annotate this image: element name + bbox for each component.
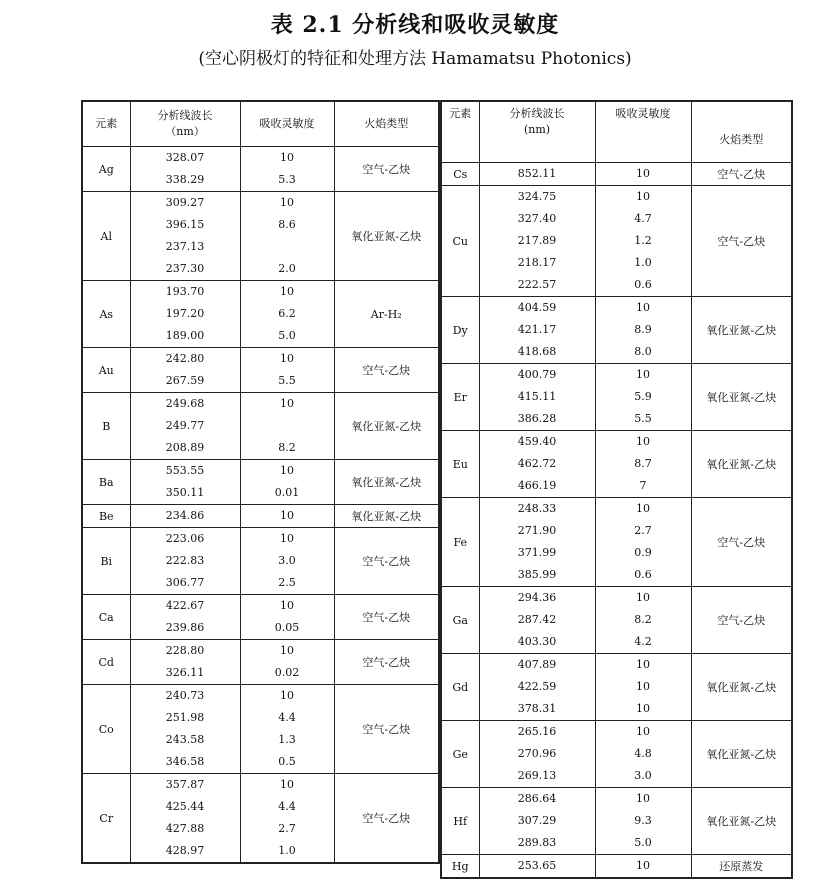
sensitivity-cell <box>240 505 334 528</box>
wavelength-value: 462.72 <box>517 457 557 470</box>
sensitivity-cell <box>240 685 334 774</box>
sensitivity-value: 8.2 <box>278 441 296 454</box>
sensitivity-cell <box>595 498 691 587</box>
sensitivity-value: 0.05 <box>274 621 300 634</box>
wavelength-value: 265.16 <box>517 725 557 738</box>
right-table <box>440 100 793 879</box>
wavelength-value: 271.90 <box>517 524 557 537</box>
wavelength-value: 234.86 <box>165 509 205 522</box>
sensitivity-value: 10 <box>636 658 650 671</box>
wavelength-value: 385.99 <box>517 568 557 581</box>
sensitivity-cell <box>240 192 334 281</box>
wavelength-cell <box>479 788 595 855</box>
flame-type: Ar-H₂ <box>334 281 439 348</box>
element-symbol: Au <box>82 348 130 393</box>
sensitivity-value: 10 <box>280 644 294 657</box>
sensitivity-value: 0.6 <box>634 278 652 291</box>
element-group-row <box>82 640 439 685</box>
wavelength-value: 249.68 <box>165 397 205 410</box>
flame-type: 氧化亚氮-乙炔 <box>334 460 439 505</box>
sensitivity-value: 10 <box>636 680 650 693</box>
wavelength-value: 289.83 <box>517 836 557 849</box>
wavelength-value: 328.07 <box>165 151 205 164</box>
element-symbol: Gd <box>441 654 479 721</box>
sensitivity-value: 10 <box>280 151 294 164</box>
wavelength-cell <box>479 721 595 788</box>
header-flame: 火焰类型 <box>691 101 792 163</box>
sensitivity-value: 5.3 <box>278 173 296 186</box>
wavelength-cell <box>479 431 595 498</box>
sensitivity-value: 9.3 <box>634 814 652 827</box>
flame-type: 氧化亚氮-乙炔 <box>334 393 439 460</box>
wavelength-value: 294.36 <box>517 591 557 604</box>
wavelength-value: 400.79 <box>517 368 557 381</box>
flame-type: 空气-乙炔 <box>334 528 439 595</box>
wavelength-value: 396.15 <box>165 218 205 231</box>
sensitivity-value: 10 <box>280 509 294 522</box>
flame-type: 空气-乙炔 <box>691 163 792 186</box>
wavelength-cell <box>130 640 240 685</box>
flame-type: 氧化亚氮-乙炔 <box>691 431 792 498</box>
sensitivity-value: 10 <box>280 599 294 612</box>
element-group-row <box>441 721 792 788</box>
element-group-row <box>82 685 439 774</box>
sensitivity-cell <box>595 431 691 498</box>
sensitivity-value: 10 <box>636 435 650 448</box>
wavelength-cell <box>130 460 240 505</box>
sensitivity-cell <box>595 186 691 297</box>
element-symbol: Eu <box>441 431 479 498</box>
wavelength-cell <box>130 505 240 528</box>
sensitivity-value: 8.0 <box>634 345 652 358</box>
flame-type: 空气-乙炔 <box>691 587 792 654</box>
header-element: 元素 <box>82 101 130 147</box>
wavelength-value: 338.29 <box>165 173 205 186</box>
element-symbol: Fe <box>441 498 479 587</box>
wavelength-value: 217.89 <box>517 234 557 247</box>
header-element: 元素 <box>441 101 479 163</box>
wavelength-value: 242.80 <box>165 352 205 365</box>
sensitivity-value: 10 <box>636 591 650 604</box>
flame-type: 空气-乙炔 <box>334 348 439 393</box>
sensitivity-value: 2.5 <box>278 576 296 589</box>
wavelength-value: 327.40 <box>517 212 557 225</box>
sensitivity-value: 10 <box>636 167 650 180</box>
sensitivity-value: 5.9 <box>634 390 652 403</box>
wavelength-value: 427.88 <box>165 822 205 835</box>
sensitivity-cell <box>595 297 691 364</box>
left-table-container <box>81 100 438 864</box>
wavelength-cell <box>479 587 595 654</box>
sensitivity-value: 1.0 <box>278 844 296 857</box>
element-symbol: Hf <box>441 788 479 855</box>
flame-type: 空气-乙炔 <box>334 147 439 192</box>
sensitivity-value: 4.7 <box>634 212 652 225</box>
table-subtitle: (空心阴极灯的特征和处理方法 Hamamatsu Photonics) <box>198 49 632 69</box>
wavelength-value: 324.75 <box>517 190 557 203</box>
wavelength-value: 459.40 <box>517 435 557 448</box>
element-group-row <box>82 393 439 460</box>
sensitivity-cell <box>595 163 691 186</box>
sensitivity-cell <box>240 528 334 595</box>
element-symbol: Hg <box>441 855 479 879</box>
wavelength-cell <box>130 528 240 595</box>
sensitivity-cell <box>240 348 334 393</box>
flame-type: 氧化亚氮-乙炔 <box>334 192 439 281</box>
sensitivity-value: 5.0 <box>278 329 296 342</box>
element-symbol: Cu <box>441 186 479 297</box>
sensitivity-value: 4.2 <box>634 635 652 648</box>
flame-type: 氧化亚氮-乙炔 <box>691 364 792 431</box>
wavelength-value: 350.11 <box>165 486 205 499</box>
sensitivity-value: 10 <box>280 196 294 209</box>
element-group-row <box>441 186 792 297</box>
header-sensitivity: 吸收灵敏度 <box>240 101 334 147</box>
sensitivity-value: 10 <box>636 859 650 872</box>
sensitivity-cell <box>240 460 334 505</box>
flame-type: 氧化亚氮-乙炔 <box>691 297 792 364</box>
element-symbol: Er <box>441 364 479 431</box>
wavelength-value: 326.11 <box>165 666 205 679</box>
sensitivity-value: 0.9 <box>634 546 652 559</box>
header-row <box>441 101 792 163</box>
wavelength-cell <box>479 498 595 587</box>
wavelength-cell <box>479 297 595 364</box>
element-group-row <box>441 788 792 855</box>
element-group-row <box>82 505 439 528</box>
sensitivity-value: 0.5 <box>278 755 296 768</box>
sensitivity-value: 10 <box>636 190 650 203</box>
sensitivity-value: 8.9 <box>634 323 652 336</box>
element-symbol: Cs <box>441 163 479 186</box>
wavelength-value: 852.11 <box>517 167 557 180</box>
wavelength-value: 223.06 <box>165 532 205 545</box>
wavelength-value: 208.89 <box>165 441 205 454</box>
sensitivity-cell <box>240 640 334 685</box>
wavelength-cell <box>130 192 240 281</box>
flame-type: 氧化亚氮-乙炔 <box>691 721 792 788</box>
wavelength-cell <box>479 364 595 431</box>
element-symbol: Ca <box>82 595 130 640</box>
sensitivity-value: 10 <box>280 352 294 365</box>
element-group-row <box>82 192 439 281</box>
sensitivity-value: 3.0 <box>278 554 296 567</box>
left-table <box>81 100 440 864</box>
sensitivity-value: 7 <box>639 479 647 492</box>
wavelength-value: 197.20 <box>165 307 205 320</box>
flame-type: 空气-乙炔 <box>334 640 439 685</box>
sensitivity-value: 10 <box>636 502 650 515</box>
sensitivity-value: 2.7 <box>278 822 296 835</box>
wavelength-value: 404.59 <box>517 301 557 314</box>
sensitivity-cell <box>240 595 334 640</box>
sensitivity-value: 2.0 <box>278 262 296 275</box>
sensitivity-cell <box>595 788 691 855</box>
element-group-row <box>441 498 792 587</box>
element-group-row <box>82 348 439 393</box>
wavelength-value: 403.30 <box>517 635 557 648</box>
sensitivity-value: 10 <box>636 725 650 738</box>
element-symbol: Ge <box>441 721 479 788</box>
wavelength-value: 386.28 <box>517 412 557 425</box>
flame-type: 还原蒸发 <box>691 855 792 879</box>
wavelength-value: 425.44 <box>165 800 205 813</box>
wavelength-cell <box>479 163 595 186</box>
sensitivity-value: 10 <box>280 285 294 298</box>
header-row <box>82 101 439 147</box>
wavelength-value: 239.86 <box>165 621 205 634</box>
wavelength-value: 421.17 <box>517 323 557 336</box>
wavelength-value: 248.33 <box>517 502 557 515</box>
element-group-row <box>441 654 792 721</box>
sensitivity-value: 4.4 <box>278 800 296 813</box>
sensitivity-value <box>241 415 334 437</box>
sensitivity-value: 8.7 <box>634 457 652 470</box>
wavelength-cell <box>130 393 240 460</box>
wavelength-value: 253.65 <box>517 859 557 872</box>
element-symbol: As <box>82 281 130 348</box>
flame-type: 空气-乙炔 <box>691 498 792 587</box>
wavelength-value: 269.13 <box>517 769 557 782</box>
flame-type: 空气-乙炔 <box>334 595 439 640</box>
wavelength-value: 415.11 <box>517 390 557 403</box>
element-group-row <box>82 281 439 348</box>
element-group-row <box>441 364 792 431</box>
wavelength-value: 267.59 <box>165 374 205 387</box>
element-group-row <box>441 587 792 654</box>
flame-type: 氧化亚氮-乙炔 <box>691 654 792 721</box>
header-wavelength: 分析线波长 (nm) <box>479 101 595 163</box>
sensitivity-value: 5.0 <box>634 836 652 849</box>
wavelength-cell <box>479 186 595 297</box>
wavelength-cell <box>479 855 595 879</box>
element-group-row <box>82 774 439 864</box>
wavelength-value: 193.70 <box>165 285 205 298</box>
sensitivity-cell <box>595 654 691 721</box>
sensitivity-cell <box>595 721 691 788</box>
element-symbol: Cr <box>82 774 130 864</box>
element-group-row <box>441 855 792 879</box>
sensitivity-cell <box>240 281 334 348</box>
sensitivity-cell <box>595 855 691 879</box>
wavelength-cell <box>479 654 595 721</box>
sensitivity-value: 0.01 <box>274 486 300 499</box>
element-symbol: B <box>82 393 130 460</box>
element-group-row <box>82 460 439 505</box>
sensitivity-value: 1.3 <box>278 733 296 746</box>
element-group-row <box>82 595 439 640</box>
sensitivity-value <box>241 236 334 258</box>
wavelength-cell <box>130 685 240 774</box>
wavelength-value: 237.30 <box>165 262 205 275</box>
sensitivity-value: 0.02 <box>274 666 300 679</box>
sensitivity-cell <box>240 393 334 460</box>
wavelength-cell <box>130 774 240 864</box>
wavelength-value: 243.58 <box>165 733 205 746</box>
wavelength-value: 357.87 <box>165 778 205 791</box>
sensitivity-value: 4.8 <box>634 747 652 760</box>
element-group-row <box>441 163 792 186</box>
wavelength-value: 418.68 <box>517 345 557 358</box>
element-group-row <box>441 297 792 364</box>
sensitivity-value: 10 <box>636 702 650 715</box>
wavelength-value: 237.13 <box>165 240 205 253</box>
sensitivity-cell <box>595 587 691 654</box>
sensitivity-value: 10 <box>280 397 294 410</box>
wavelength-value: 422.59 <box>517 680 557 693</box>
element-symbol: Cd <box>82 640 130 685</box>
wavelength-cell <box>130 348 240 393</box>
wavelength-value: 240.73 <box>165 689 205 702</box>
sensitivity-value: 8.2 <box>634 613 652 626</box>
sensitivity-value: 3.0 <box>634 769 652 782</box>
sensitivity-value: 8.6 <box>278 218 296 231</box>
wavelength-value: 422.67 <box>165 599 205 612</box>
wavelength-value: 378.31 <box>517 702 557 715</box>
flame-type: 空气-乙炔 <box>334 774 439 864</box>
wavelength-value: 251.98 <box>165 711 205 724</box>
wavelength-value: 270.96 <box>517 747 557 760</box>
sensitivity-value: 10 <box>280 689 294 702</box>
sensitivity-value: 1.2 <box>634 234 652 247</box>
sensitivity-value: 4.4 <box>278 711 296 724</box>
wavelength-value: 222.57 <box>517 278 557 291</box>
header-flame: 火焰类型 <box>334 101 439 147</box>
wavelength-value: 371.99 <box>517 546 557 559</box>
header-wavelength: 分析线波长 （nm） <box>130 101 240 147</box>
table-title: 表 2.1 分析线和吸收灵敏度 <box>270 12 560 38</box>
sensitivity-value: 10 <box>280 464 294 477</box>
element-symbol: Dy <box>441 297 479 364</box>
sensitivity-value: 0.6 <box>634 568 652 581</box>
element-symbol: Ba <box>82 460 130 505</box>
element-symbol: Be <box>82 505 130 528</box>
wavelength-cell <box>130 595 240 640</box>
wavelength-value: 228.80 <box>165 644 205 657</box>
right-table-container <box>440 100 791 879</box>
wavelength-value: 428.97 <box>165 844 205 857</box>
sensitivity-value: 5.5 <box>634 412 652 425</box>
flame-type: 空气-乙炔 <box>691 186 792 297</box>
wavelength-value: 306.77 <box>165 576 205 589</box>
sensitivity-value: 2.7 <box>634 524 652 537</box>
flame-type: 空气-乙炔 <box>334 685 439 774</box>
wavelength-value: 466.19 <box>517 479 557 492</box>
header-sensitivity: 吸收灵敏度 <box>595 101 691 163</box>
wavelength-value: 407.89 <box>517 658 557 671</box>
wavelength-value: 218.17 <box>517 256 557 269</box>
wavelength-value: 287.42 <box>517 613 557 626</box>
flame-type: 氧化亚氮-乙炔 <box>334 505 439 528</box>
wavelength-value: 249.77 <box>165 419 205 432</box>
wavelength-value: 553.55 <box>165 464 205 477</box>
sensitivity-value: 10 <box>280 778 294 791</box>
sensitivity-value: 5.5 <box>278 374 296 387</box>
sensitivity-value: 10 <box>636 792 650 805</box>
wavelength-value: 346.58 <box>165 755 205 768</box>
wavelength-value: 189.00 <box>165 329 205 342</box>
wavelength-value: 307.29 <box>517 814 557 827</box>
element-group-row <box>82 147 439 192</box>
wavelength-value: 286.64 <box>517 792 557 805</box>
sensitivity-value: 10 <box>636 301 650 314</box>
wavelength-cell <box>130 281 240 348</box>
sensitivity-value: 6.2 <box>278 307 296 320</box>
element-group-row <box>441 431 792 498</box>
element-symbol: Ag <box>82 147 130 192</box>
element-symbol: Ga <box>441 587 479 654</box>
wavelength-cell <box>130 147 240 192</box>
sensitivity-cell <box>240 774 334 864</box>
element-symbol: Bi <box>82 528 130 595</box>
element-symbol: Al <box>82 192 130 281</box>
sensitivity-cell <box>240 147 334 192</box>
element-group-row <box>82 528 439 595</box>
sensitivity-value: 10 <box>636 368 650 381</box>
sensitivity-value: 1.0 <box>634 256 652 269</box>
flame-type: 氧化亚氮-乙炔 <box>691 788 792 855</box>
sensitivity-value: 10 <box>280 532 294 545</box>
element-symbol: Co <box>82 685 130 774</box>
sensitivity-cell <box>595 364 691 431</box>
wavelength-value: 309.27 <box>165 196 205 209</box>
wavelength-value: 222.83 <box>165 554 205 567</box>
